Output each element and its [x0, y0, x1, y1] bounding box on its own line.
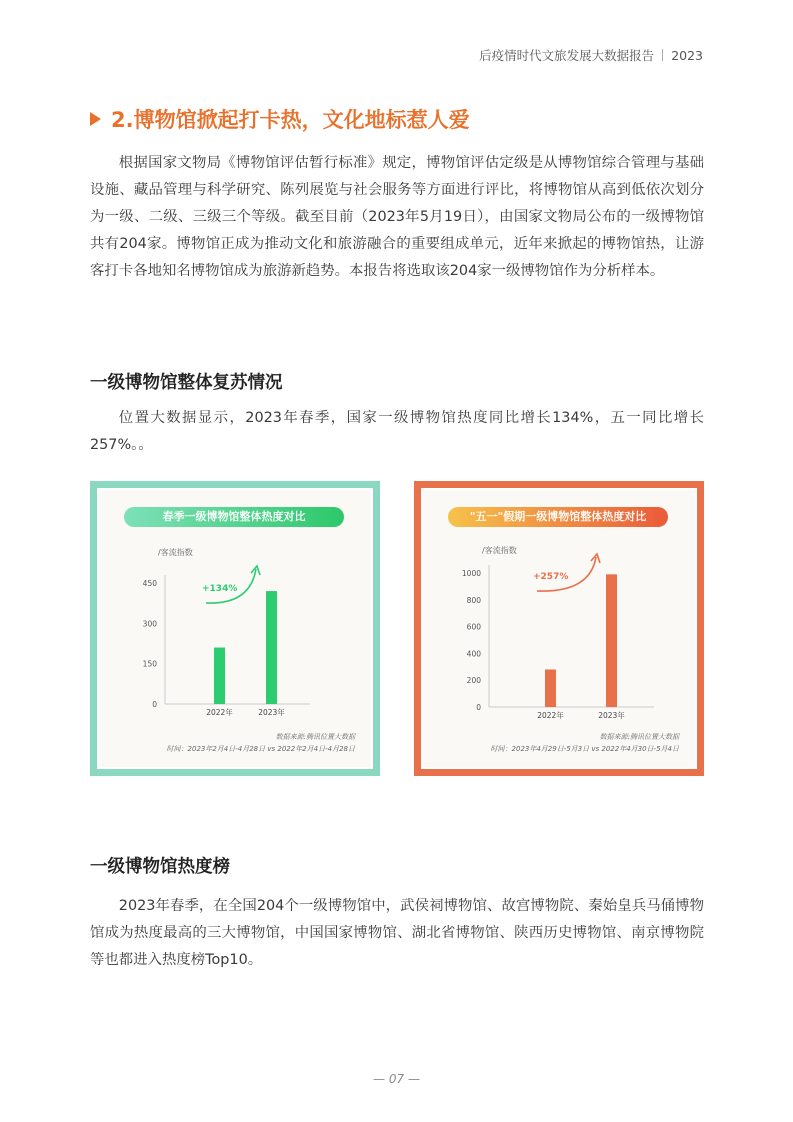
y-tick-label: 150	[142, 659, 157, 669]
report-year: 2023	[671, 47, 703, 63]
section-title: 2.博物馆掀起打卡热，文化地标惹人爱	[111, 108, 470, 132]
chart-title-pill: 春季一级博物馆整体热度对比	[124, 507, 344, 527]
y-tick-label: 800	[466, 595, 481, 605]
recovery-paragraph: 位置大数据显示，2023年春季，国家一级博物馆热度同比增长134%，五一同比增长257%。。	[90, 410, 704, 453]
y-tick-label: 0	[152, 700, 157, 709]
page-number: — 07 —	[373, 1072, 420, 1086]
bar-2022年	[545, 669, 556, 707]
header-divider	[662, 49, 663, 61]
y-axis-label: /客流指数	[482, 546, 517, 555]
x-tick-label: 2022年	[537, 711, 564, 720]
bar-2023年	[266, 591, 277, 704]
x-tick-label: 2023年	[598, 711, 625, 720]
y-tick-label: 450	[142, 579, 157, 588]
y-tick-label: 300	[142, 619, 157, 629]
x-tick-label: 2022年	[206, 708, 233, 717]
growth-annotation: +134%	[202, 584, 238, 594]
chart-source: 数据来源:腾讯位置大数据	[599, 733, 679, 741]
spring-bar-chart	[90, 481, 380, 776]
subsection-title-ranking: 一级博物馆热度榜	[90, 857, 230, 877]
chart-card-mayday	[414, 481, 704, 776]
intro-paragraph: 根据国家文物局《博物馆评估暂行标准》规定，博物馆评估定级是从博物馆综合管理与基础设施、藏品管理与科学研究、陈列展览与社会服务等方面进行评比，将博物馆从高到低依次划分为一级、二级、三级三个等级。截至目前（2023年5月19日），由国家文物局公布的一级博物馆共有204家。博物馆正成为推动文化和旅游融合的重要组成单元，近年来掀起的博物馆热，让游客打卡各地知名博物馆成为旅游新趋势。本报告将选取该204家一级博物馆作为分析样本。	[90, 155, 704, 279]
chart-title-pill: "五一"假期一级博物馆整体热度对比	[448, 507, 668, 527]
triangle-bullet-icon	[90, 112, 101, 126]
bar-2022年	[214, 648, 225, 704]
ranking-paragraph: 2023年春季，在全国204个一级博物馆中，武侯祠博物馆、故宫博物院、秦始皇兵马俑博物馆成为热度最高的三大博物馆，中国国家博物馆、湖北省博物馆、陕西历史博物馆、南京博物院等也都进入热度榜Top10。	[90, 898, 704, 968]
mayday-bar-chart	[414, 481, 704, 776]
chart-card-spring	[90, 481, 380, 776]
chart-source: 数据来源:腾讯位置大数据	[275, 733, 355, 741]
page-header	[479, 46, 703, 64]
chart-period: 时间：2023年2月4日-4月28日 vs 2022年2月4日-4月28日	[166, 745, 355, 753]
bar-2023年	[606, 574, 617, 707]
report-title: 后疫情时代文旅发展大数据报告	[479, 48, 655, 63]
chart-period: 时间：2023年4月29日-5月3日 vs 2022年4月30日-5月4日	[490, 745, 679, 753]
y-tick-label: 600	[466, 622, 481, 632]
y-tick-label: 400	[466, 649, 481, 659]
y-tick-label: 1000	[461, 569, 481, 578]
subsection-title-recovery: 一级博物馆整体复苏情况	[90, 373, 283, 393]
y-tick-label: 0	[476, 703, 481, 712]
growth-annotation: +257%	[533, 572, 569, 582]
section-heading	[90, 104, 470, 134]
x-tick-label: 2023年	[258, 708, 285, 717]
y-axis-label: /客流指数	[158, 548, 193, 557]
y-tick-label: 200	[466, 676, 481, 686]
